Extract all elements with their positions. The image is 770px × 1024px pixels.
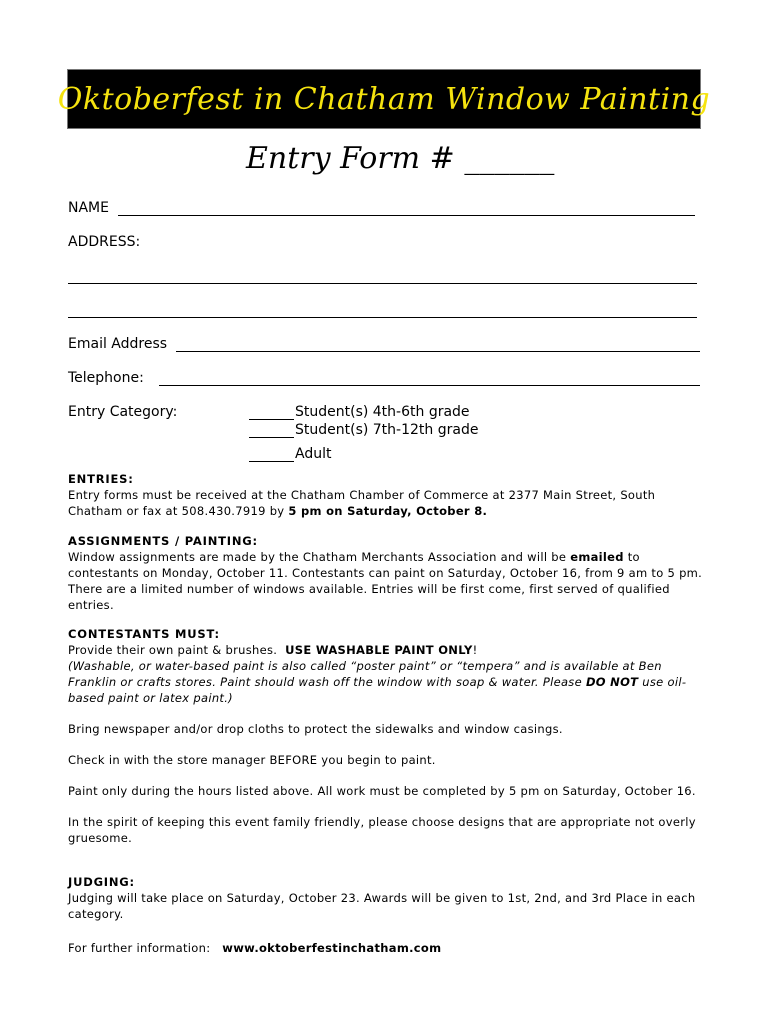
title-banner xyxy=(57,69,711,129)
entries-text: Entry forms must be received at the Chatham Chamber of Commerce at 2377 Main Street, South Chatham or fax at 508.430.7919 by 5 pm on Saturday, October 8. xyxy=(68,488,656,518)
checkbox-blank[interactable] xyxy=(249,424,294,438)
assignments-heading: ASSIGNMENTS / PAINTING: xyxy=(68,534,258,548)
contestants-section xyxy=(68,626,708,846)
category-option-4th-6th[interactable]: Student(s) 4th-6th grade xyxy=(249,404,470,420)
entries-heading: ENTRIES: xyxy=(68,472,134,486)
name-label: NAME xyxy=(68,200,109,216)
footer-label: For further information: xyxy=(68,941,211,955)
entry-category-label: Entry Category: xyxy=(68,404,178,420)
telephone-label: Telephone: xyxy=(68,370,144,386)
address-field-line-2[interactable] xyxy=(68,317,697,318)
contestants-heading: CONTESTANTS MUST: xyxy=(68,627,220,641)
website-link[interactable]: www.oktoberfestinchatham.com xyxy=(222,941,442,955)
checkbox-blank[interactable] xyxy=(249,406,294,420)
entries-section xyxy=(68,471,708,519)
judging-text: Judging will take place on Saturday, October 23. Awards will be given to 1st, 2nd, and 3rd Place in each category. xyxy=(68,891,696,921)
email-field[interactable] xyxy=(176,351,700,352)
entry-form-number: Entry Form # ______ xyxy=(246,141,555,176)
contestants-paint-note: (Washable, or water-based paint is also called “poster paint” or “tempera” and is available at Ben Franklin or crafts stores. Paint should wash off the window with soap & water. Please DO NOT use oil-based paint or latex paint.) xyxy=(68,659,687,705)
category-option-7th-12th[interactable]: Student(s) 7th-12th grade xyxy=(249,422,478,438)
assignments-section xyxy=(68,533,708,613)
contestants-newspaper: Bring newspaper and/or drop cloths to protect the sidewalks and window casings. xyxy=(68,722,563,736)
address-label: ADDRESS: xyxy=(68,234,141,250)
contestants-family-friendly: In the spirit of keeping this event family friendly, please choose designs that are appropriate not overly gruesome. xyxy=(68,815,696,845)
category-option-adult[interactable]: Adult xyxy=(249,446,331,462)
assignments-text: Window assignments are made by the Chatham Merchants Association and will be emailed to contestants on Monday, October 11. Contestants can paint on Saturday, October 16, from 9 am to 5 pm. There are a limited number of windows available. Entries will be first come, first served of qualified entries. xyxy=(68,550,703,612)
judging-section xyxy=(68,874,708,922)
name-field[interactable] xyxy=(118,215,695,216)
page-title: Oktoberfest in Chatham Window Painting xyxy=(57,81,711,117)
footer-info xyxy=(68,940,708,956)
contestants-hours: Paint only during the hours listed above. All work must be completed by 5 pm on Saturday, October 16. xyxy=(68,784,696,798)
checkbox-blank[interactable] xyxy=(249,448,294,462)
contestants-paint-rule: Provide their own paint & brushes. USE WASHABLE PAINT ONLY! xyxy=(68,643,478,657)
telephone-field[interactable] xyxy=(159,385,700,386)
email-label: Email Address xyxy=(68,336,168,352)
address-field-line-1[interactable] xyxy=(68,283,697,284)
judging-heading: JUDGING: xyxy=(68,875,135,889)
contestants-check-in: Check in with the store manager BEFORE you begin to paint. xyxy=(68,753,436,767)
